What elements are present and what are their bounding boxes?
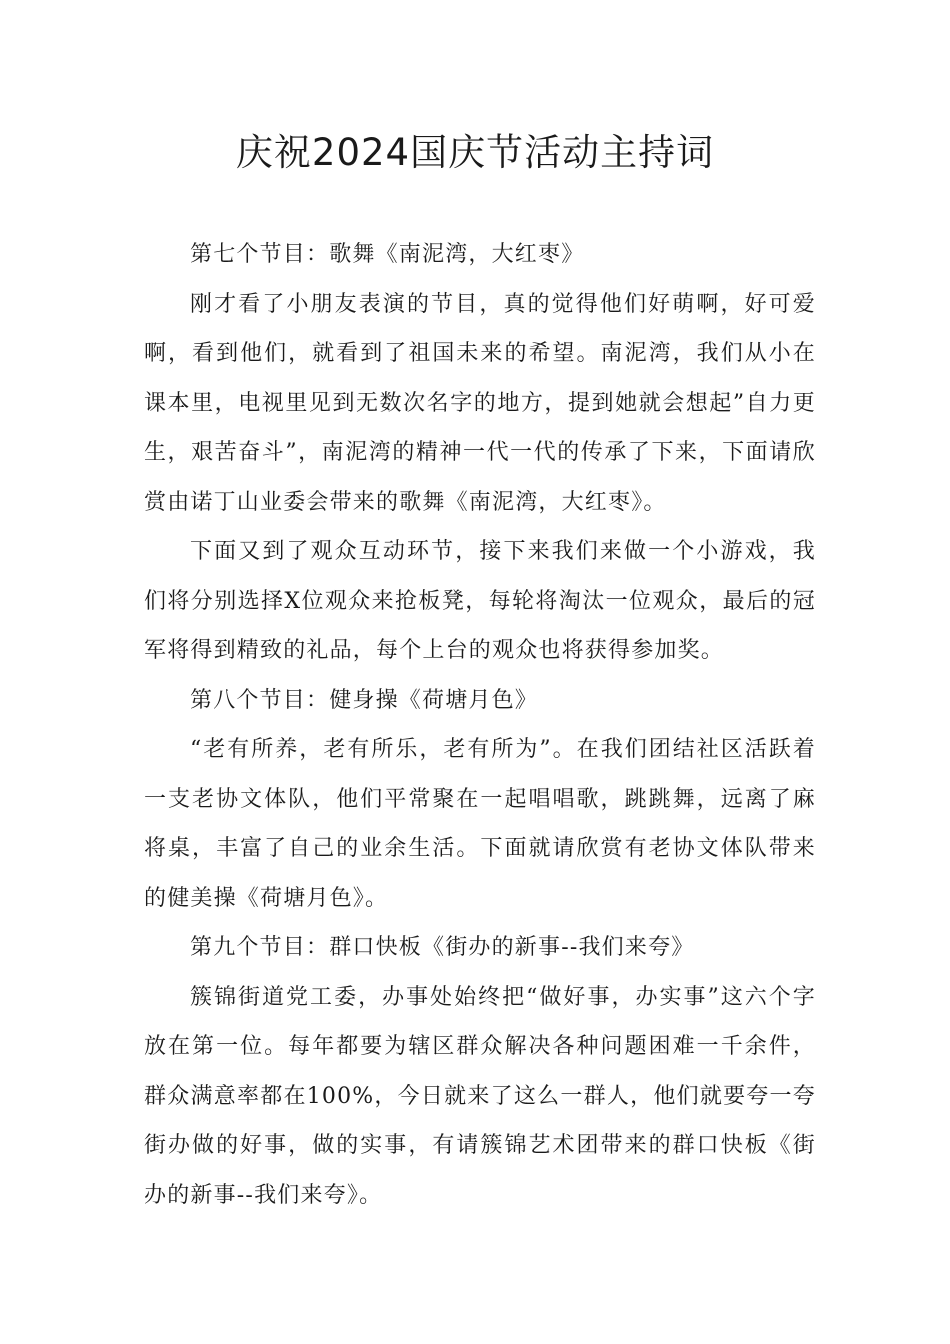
body-paragraph: 刚才看了小朋友表演的节目，真的觉得他们好萌啊，好可爱啊，看到他们，就看到了祖国未来的希望。南泥湾，我们从小在课本里，电视里见到无数次名字的地方，提到她就会想起”自力更生，艰苦奋斗”，南泥湾的精神一代一代的传承了下来，下面请欣赏由诺丁山业委会带来的歌舞《南泥湾，大红枣》。	[144, 291, 816, 515]
program-heading-7: 第七个节目：歌舞《南泥湾，大红枣》	[190, 242, 585, 267]
document-title: 庆祝2024国庆节活动主持词	[235, 131, 715, 174]
body-paragraph: 下面又到了观众互动环节，接下来我们来做一个小游戏，我们将分别选择X位观众来抢板凳，每轮将淘汰一位观众，最后的冠军将得到精致的礼品，每个上台的观众也将获得参加奖。	[144, 539, 816, 663]
program-heading-9: 第九个节目：群口快板《街办的新事--我们来夸》	[190, 935, 695, 960]
document-body	[144, 230, 816, 1220]
program-heading-8: 第八个节目：健身操《荷塘月色》	[190, 687, 539, 713]
body-paragraph: “老有所养，老有所乐，老有所为”。在我们团结社区活跃着一支老协文体队，他们平常聚在一起唱唱歌，跳跳舞，远离了麻将桌，丰富了自己的业余生活。下面就请欣赏有老协文体队带来的健美操《荷塘月色》。	[144, 737, 816, 911]
body-paragraph: 簇锦街道党工委，办事处始终把“做好事，办实事”这六个字放在第一位。每年都要为辖区群众解决各种问题困难一千余件，群众满意率都在100%，今日就来了这么一群人，他们就要夸一夸街办做的好事，做的实事，有请簇锦艺术团带来的群口快板《街办的新事--我们来夸》。	[144, 984, 816, 1208]
